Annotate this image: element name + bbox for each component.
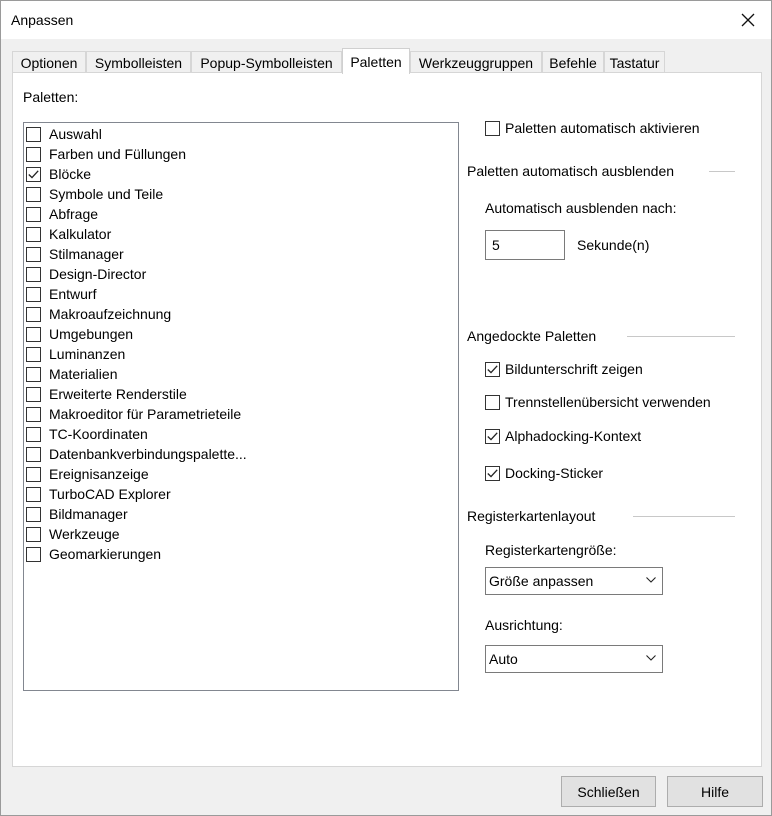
checkbox-box[interactable] [26,207,41,222]
checkmark-icon [487,469,498,478]
group-divider [627,336,735,337]
checkmark-icon [487,365,498,374]
docked-option-label: Bildunterschrift zeigen [505,361,643,377]
list-item-label: Bildmanager [49,506,128,522]
list-item[interactable] [26,204,98,224]
tab-befehle[interactable] [542,51,604,73]
checkbox-box[interactable] [26,487,41,502]
tab-size-label: Registerkartengröße: [485,542,617,558]
checkbox-box[interactable] [26,467,41,482]
list-item[interactable] [26,324,133,344]
docked-option-checkbox[interactable] [485,428,641,444]
group-title-text: Paletten automatisch ausblenden [467,163,675,179]
list-item-label: Symbole und Teile [49,186,164,202]
list-item-label: Umgebungen [49,326,134,342]
list-item-label: TC-Koordinaten [49,426,148,442]
group-divider [709,171,735,172]
list-item[interactable] [26,384,187,404]
title-bar [1,1,771,39]
list-item-label: Auswahl [49,126,102,142]
list-item[interactable] [26,424,148,444]
checkbox-box[interactable] [26,527,41,542]
list-item-label: Blöcke [49,166,92,182]
list-item-label: Luminanzen [49,346,126,362]
list-item-label: Design-Director [49,266,147,282]
auto-hide-seconds-input[interactable] [485,230,565,260]
tab-label: Werkzeuggruppen [418,54,534,71]
list-item[interactable] [26,364,117,384]
checkbox-box[interactable] [485,429,500,444]
list-item[interactable] [26,464,149,484]
docked-group-title [467,328,596,344]
checkbox-box[interactable] [26,327,41,342]
checkbox-box[interactable] [26,227,41,242]
list-item-label: Farben und Füllungen [49,146,186,162]
list-item[interactable] [26,344,125,364]
docked-option-checkbox[interactable] [485,394,711,410]
list-item[interactable] [26,504,128,524]
checkbox-box[interactable] [485,466,500,481]
list-item[interactable] [26,144,186,164]
auto-activate-checkbox[interactable] [485,120,700,136]
list-item-label: Makroaufzeichnung [49,306,172,322]
list-item[interactable] [26,524,120,544]
checkbox-box[interactable] [26,427,41,442]
list-item-label: Kalkulator [49,226,112,242]
checkbox-box[interactable] [485,121,500,136]
docked-option-label: Trennstellenübersicht verwenden [505,394,711,410]
seconds-unit-label: Sekunde(n) [577,237,650,253]
list-item[interactable] [26,264,146,284]
docked-option-checkbox[interactable] [485,465,603,481]
list-item[interactable] [26,404,241,424]
input-value: 5 [492,237,500,253]
auto-activate-label: Paletten automatisch aktivieren [505,120,700,136]
checkmark-icon [28,170,39,179]
auto-hide-group-title [467,163,674,179]
tab-size-select[interactable] [485,567,663,595]
close-button[interactable] [561,776,656,807]
list-item[interactable] [26,224,111,244]
chevron-down-icon [646,577,656,583]
list-item-label: Erweiterte Renderstile [49,386,187,402]
list-item-label: Makroeditor für Parametrieteile [49,406,242,422]
tab-optionen[interactable] [12,51,86,73]
checkmark-icon [487,432,498,441]
select-value: Auto [489,651,518,667]
checkbox-box[interactable] [26,407,41,422]
checkbox-box[interactable] [26,347,41,362]
palettes-heading: Paletten: [23,89,79,105]
list-item-label: Werkzeuge [49,526,120,542]
list-item-label: Ereignisanzeige [49,466,149,482]
group-title-text: Registerkartenlayout [467,508,596,524]
list-item[interactable] [26,304,171,324]
checkbox-box[interactable] [26,447,41,462]
list-item[interactable] [26,284,96,304]
list-item[interactable] [26,184,163,204]
list-item[interactable] [26,164,91,184]
tab-werkzeuggruppen[interactable] [410,51,542,73]
tab-label: Optionen [20,54,78,71]
tab-label: Tastatur [609,54,660,71]
checkbox-box[interactable] [26,307,41,322]
select-value: Größe anpassen [489,573,594,589]
checkbox-box[interactable] [26,387,41,402]
list-item-label: Abfrage [49,206,99,222]
group-title-text: Angedockte Paletten [467,328,597,344]
tab-symbolleisten[interactable] [86,51,191,73]
list-item[interactable] [26,484,171,504]
docked-option-label: Alphadocking-Kontext [505,428,642,444]
button-label: Schließen [577,783,640,800]
tab-label: Befehle [549,54,597,71]
checkbox-box[interactable] [26,547,41,562]
list-item[interactable] [26,444,247,464]
checkbox-box[interactable] [485,362,500,377]
checkbox-box[interactable] [26,127,41,142]
tab-label: Popup-Symbolleisten [200,54,333,71]
checkbox-box[interactable] [26,147,41,162]
group-divider [633,516,735,517]
tab-label: Paletten [350,53,402,70]
tab-label: Symbolleisten [94,54,183,71]
chevron-down-icon [646,655,656,661]
checkbox-box[interactable] [26,287,41,302]
list-item[interactable] [26,244,124,264]
paletten-panel [12,72,762,767]
tab-tastatur[interactable] [604,51,665,73]
list-item-label: Stilmanager [49,246,124,262]
list-item[interactable] [26,544,161,564]
checkbox-box[interactable] [26,507,41,522]
tab-paletten[interactable] [342,48,410,74]
tab-popup-symbolleisten[interactable] [191,51,342,73]
checkbox-box[interactable] [26,247,41,262]
help-button[interactable] [667,776,763,807]
list-item-label: TurboCAD Explorer [49,486,171,502]
list-item-label: Materialien [49,366,118,382]
checkbox-box[interactable] [26,267,41,282]
window-title: Anpassen [11,12,74,28]
palette-list[interactable] [23,122,459,691]
button-label: Hilfe [700,783,729,800]
list-item-label: Geomarkierungen [49,546,162,562]
list-item-label: Datenbankverbindungspalette... [49,446,247,462]
checkbox-box[interactable] [26,187,41,202]
orientation-select[interactable] [485,645,663,673]
checkbox-box[interactable] [26,167,41,182]
auto-hide-after-label: Automatisch ausblenden nach: [485,200,677,216]
checkbox-box[interactable] [26,367,41,382]
docked-option-label: Docking-Sticker [505,465,604,481]
checkbox-box[interactable] [485,395,500,410]
close-icon[interactable] [725,1,771,39]
docked-option-checkbox[interactable] [485,361,643,377]
orientation-label: Ausrichtung: [485,617,563,633]
list-item[interactable] [26,124,102,144]
tab-layout-group-title [467,508,595,524]
list-item-label: Entwurf [49,286,97,302]
